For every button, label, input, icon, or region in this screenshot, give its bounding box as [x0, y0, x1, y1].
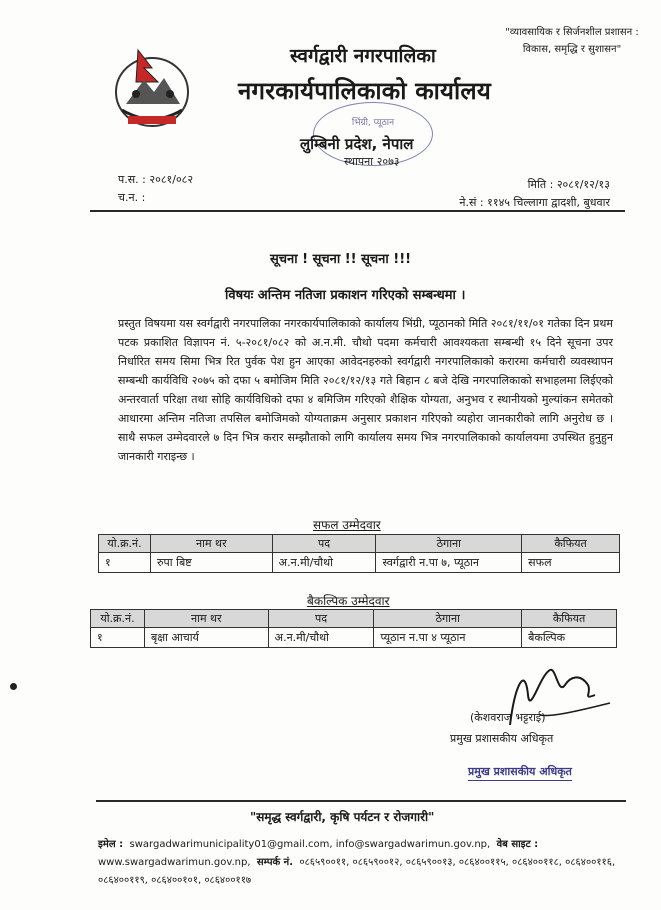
cell-post: अ.न.मी/चौथो — [272, 553, 376, 573]
table-header-row — [91, 610, 617, 628]
scan-mark — [10, 683, 17, 690]
cell-serial: १ — [91, 628, 145, 648]
table-row — [99, 553, 620, 573]
successful-table — [98, 534, 620, 573]
cell-name: बृक्षा आचार्य — [144, 628, 268, 648]
col-post: पद — [272, 535, 376, 553]
chalani-number: च.न. : — [118, 191, 146, 204]
notice-title: सूचना ! सूचना !! सूचना !!! — [270, 252, 412, 267]
cell-address: प्यूठान न.पा ४ प्यूठान — [374, 628, 522, 648]
established-year: स्थापना २०७३ — [344, 155, 400, 168]
designation-stamp: प्रमुख प्रशासकीय अधिकृत — [468, 764, 572, 781]
email-addresses: swargadwarimunicipality01@gmail.com, info@swargadwarimun.gov.np, — [129, 839, 491, 850]
patra-sankhya: प.स. : २०८१/०८२ — [118, 173, 194, 186]
col-serial: यो.क्र.नं. — [91, 610, 145, 628]
header-divider — [90, 210, 625, 212]
office-motto — [492, 24, 652, 58]
table-row — [91, 628, 617, 648]
col-serial: यो.क्र.नं. — [99, 535, 151, 553]
footer-motto: "समृद्ध स्वर्गद्वारी, कृषि पर्यटन र रोजगारी" — [250, 810, 435, 824]
nepal-emblem-icon — [108, 42, 196, 134]
cell-name: रुपा बिष्ट — [150, 553, 272, 573]
table-header-row — [99, 535, 620, 553]
cell-remarks: बैकल्पिक — [522, 628, 617, 648]
contact-line-1 — [98, 836, 618, 854]
phone-numbers: ०८६५९००११, ०८६५९००१२, ०८६५९००१३, ०८६४००११५, ०८६४००११८, ०८६४००११६, ०८६४००११९, ०८६४००१०१, ०८६४००११७ — [98, 857, 616, 886]
col-address: ठेगाना — [374, 610, 522, 628]
successful-caption: सफल उम्मेदवार — [313, 518, 381, 532]
col-remarks: कैफियत — [522, 610, 617, 628]
alternate-table — [90, 609, 617, 648]
contact-info — [98, 836, 618, 890]
contact-line-2 — [98, 854, 618, 890]
col-address: ठेगाना — [376, 535, 522, 553]
website-url: www.swargadwarimun.gov.np, — [98, 857, 251, 868]
reference-left — [118, 171, 193, 207]
footer-divider — [96, 800, 626, 802]
cell-address: स्वर्गद्वारी न.पा ७, प्यूठान — [376, 553, 522, 573]
notice-subject: विषयः अन्तिम नतिजा प्रकाशन गरिएको सम्बन्धमा । — [225, 288, 466, 303]
cell-post: अ.न.मी/चौथो — [268, 628, 374, 648]
province-line: लुम्बिनी प्रदेश, नेपाल — [300, 135, 414, 153]
motto-line-1: "व्यावसायिक र सिर्जनशील प्रशासन : — [505, 27, 639, 38]
municipality-name: स्वर्गद्वारी नगरपालिका — [290, 45, 436, 67]
phone-label: सम्पर्क नं. — [256, 857, 294, 868]
website-label: वेब साइट : — [496, 839, 539, 850]
signer-title: प्रमुख प्रशासकीय अधिकृत — [450, 732, 554, 745]
col-name: नाम थर — [150, 535, 272, 553]
notice-body: प्रस्तुत विषयमा यस स्वर्गद्वारी नगरपालिका नगरकार्यपालिकाको कार्यालय भिंग्री, प्यूठानको मिति २०८१/११/०१ गतेका दिन प्रथम पटक प्रकाशित विज्ञापन नं. ५-२०८१/०८२ को अ.न.मी. चौथो पदमा कर्मचारी आवश्यकता सम्बन्धी १५ दिने सूचना उपर निर्धारित समय सिमा भित्र रित पुर्वक पेश हुन आएका आवेदनहरुको स्वर्गद्वारी नगरपालिकाको करारमा कर्मचारी व्यवस्थापन सम्बन्धी कार्यविधि २०७५ को दफा ५ बमोजिम मिति २०८१/१२/१३ गते बिहान ८ बजे देखि नगरपालिकाको सभाहलमा लिईएको अन्तरवार्ता परिक्षा तथा सोहि कार्यविधिको दफा ४ बमिजिम गरिएको शैक्षिक योग्यता, अनुभव र स्थानीयको मुल्यांकन समेतको आधारमा अन्तिम नतिजा तपसिल बमोजिमको योग्यताक्रम अनुसार प्रकाशन गरिएको व्यहोरा जानकारीको लागि अनुरोध छ । साथै सफल उम्मेदवारले ७ दिन भित्र करार सम्झौताको लागि कार्यालय समय भित्र नगरपालिकाको कार्यालयमा उपस्थित हुनुहुन जानकारी गराइन्छ । — [118, 317, 613, 463]
col-name: नाम थर — [144, 610, 268, 628]
nepal-samvat-date: ने.सं : ११४५ चिल्लागा द्वादशी, बुधवार — [459, 196, 610, 209]
col-remarks: कैफियत — [522, 535, 620, 553]
col-post: पद — [268, 610, 374, 628]
reference-right — [435, 176, 610, 212]
issue-date: मिति : २०८१/१२/१३ — [527, 178, 610, 191]
signer-name: (केशवराज भट्टराई) — [470, 711, 546, 724]
email-label: इमेल : — [98, 839, 124, 850]
motto-line-2: विकास, समृद्धि र सुशासन" — [522, 44, 622, 55]
alternate-caption: बैकल्पिक उम्मेदवार — [307, 594, 390, 608]
stamp-text: भिंग्री, प्यूठान — [351, 118, 395, 128]
cell-remarks: सफल — [522, 553, 620, 573]
office-name: नगरकार्यपालिकाको कार्यालय — [238, 77, 491, 105]
cell-serial: १ — [99, 553, 151, 573]
